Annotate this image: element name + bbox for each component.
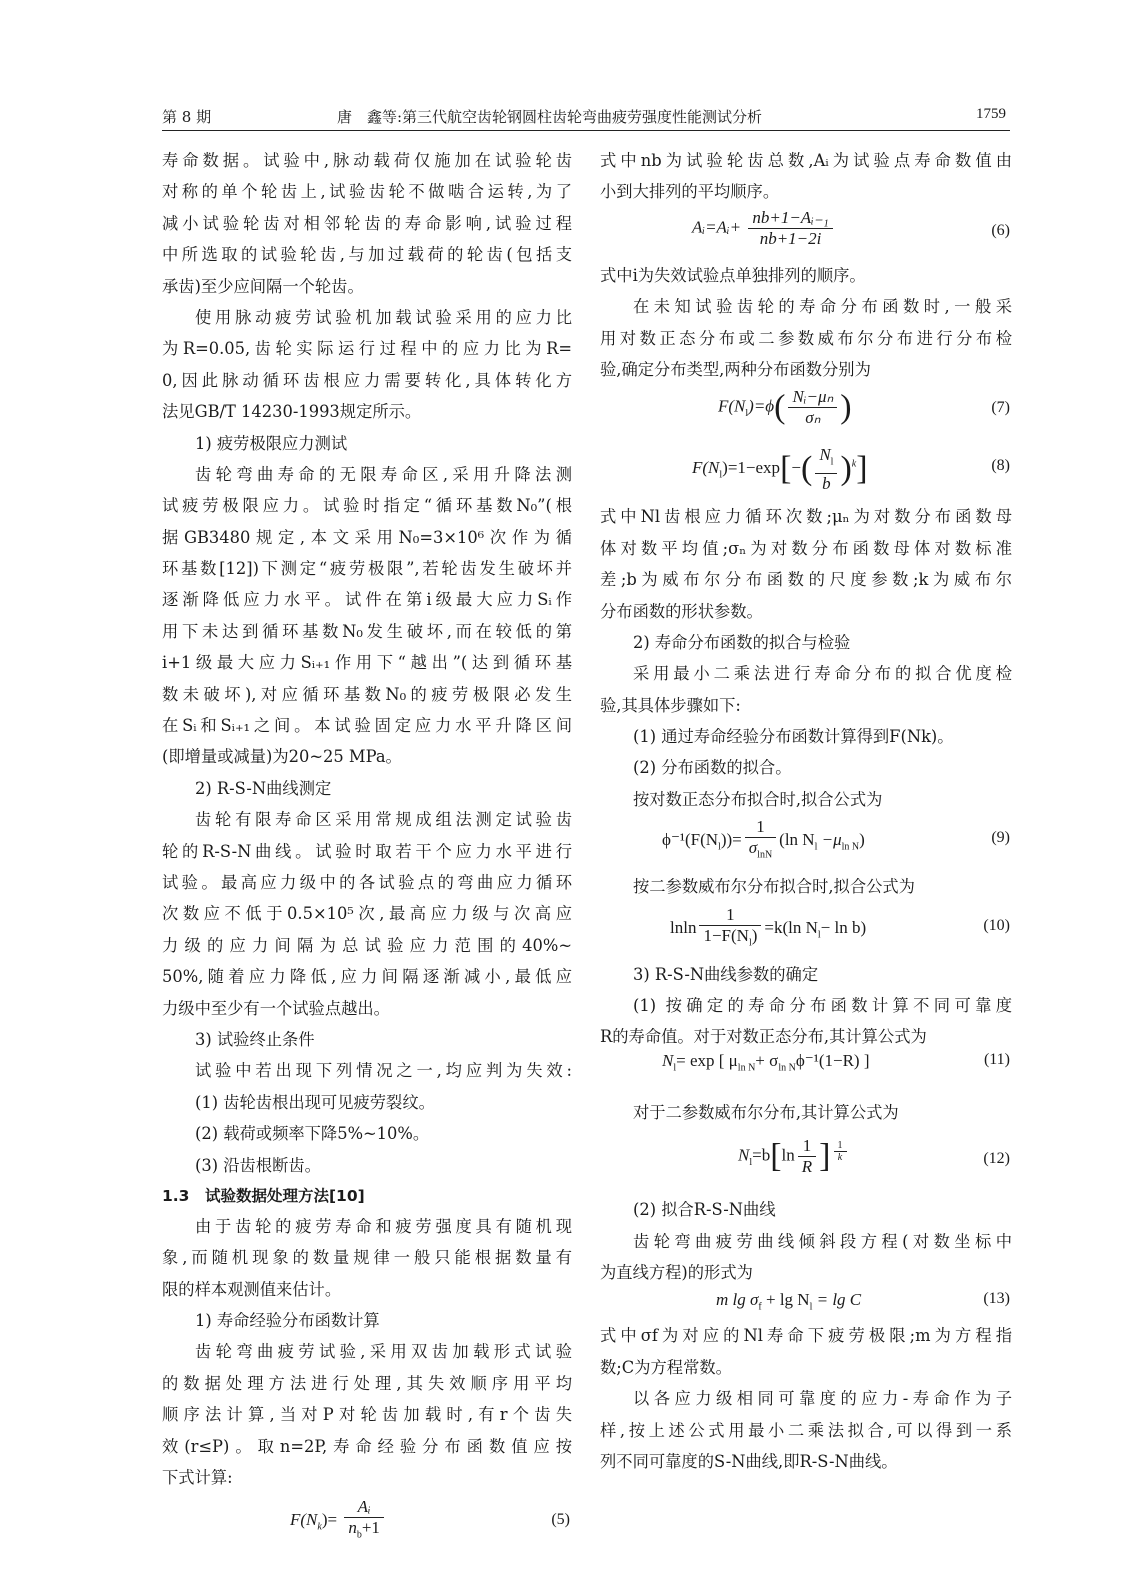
text-line: 在未知试验齿轮的寿命分布函数时,一般采 xyxy=(633,297,1012,317)
text-line: 采用最小二乘法进行寿命分布的拟合优度检 xyxy=(633,664,1012,684)
subheading: (2) 拟合R-S-N曲线 xyxy=(633,1200,776,1220)
text-line: (1) 齿轮齿根出现可见疲劳裂纹。 xyxy=(195,1092,435,1112)
text-line: (即增量或减量)为20~25 MPa。 xyxy=(162,747,402,767)
equation-12: $N_l=b[\ln$ $\frac{1}{R}$ ] $^{\frac{1}{k}}$ (12) xyxy=(738,1136,1010,1177)
paragraph: 式中i为失效试验点单独排列的顺序。 xyxy=(600,265,866,285)
equation-number: (8) xyxy=(991,457,1010,475)
text-line: (3) 沿齿根断齿。 xyxy=(195,1155,321,1175)
paragraph: 按二参数威布尔分布拟合时,拟合公式为 xyxy=(633,877,915,897)
equation-6: Aᵢ=Aᵢ+ $\frac{\text{nb+1−Aᵢ₋₁}}{nb+1-2i}$ (6) xyxy=(692,207,1010,248)
paragraph xyxy=(600,1226,1012,1289)
subheading: 1) 寿命经验分布函数计算 xyxy=(195,1311,380,1331)
right-column xyxy=(600,145,1012,1477)
text-line: 按对数正态分布拟合时,拟合公式为 xyxy=(633,789,883,809)
text-line: 体对数平均值;σₙ为对数分布函数母体对数标准 xyxy=(600,538,1012,558)
text-line: 使用脉动疲劳试验机加载试验采用的应力比 xyxy=(195,307,572,327)
text-line: 力级中至少有一个试验点越出。 xyxy=(162,998,390,1018)
text-line: 效(r≤P)。取n=2P,寿命经验分布函数值应按 xyxy=(162,1436,572,1456)
paragraph xyxy=(162,804,572,1024)
equation-13: m $\lg \sigma_f + \lg N_l = \lg C$ (13) xyxy=(716,1290,1010,1313)
text-line: 以各应力级相同可靠度的应力-寿命作为子 xyxy=(633,1389,1012,1409)
paragraph xyxy=(600,1320,1012,1383)
text-line: (2) 载荷或频率下降5%~10%。 xyxy=(195,1124,430,1144)
text-line: R的寿命值。对于对数正态分布,其计算公式为 xyxy=(600,1027,927,1047)
text-line: 承齿)至少应间隔一个轮齿。 xyxy=(162,276,364,296)
text-line: 0,因此脉动循环齿根应力需要转化,具体转化方 xyxy=(162,370,572,390)
equation-7: $F(N_l)=\phi$( $\frac{\text{Nᵢ−μₙ}}{\text{σₙ}}$ ) (7) xyxy=(718,387,1010,428)
text-line: 顺序法计算,当对P对轮齿加载时,有r个齿失 xyxy=(162,1405,572,1425)
equation-10: lnln $\frac{1}{1-F(N_l)}$ =k(ln $N_l- \ln b$) (10) xyxy=(670,904,1010,949)
text-line: 轮的R-S-N曲线。试验时取若干个应力水平进行 xyxy=(162,841,572,861)
text-line: 力级的应力间隔为总试验应力范围的40%~ xyxy=(162,935,572,955)
equation-number: (13) xyxy=(983,1290,1010,1308)
paragraph xyxy=(600,145,1012,208)
paragraph xyxy=(162,1336,572,1493)
text-line: 齿轮弯曲疲劳试验,采用双齿加载形式试验 xyxy=(195,1342,572,1362)
text-line: 小到大排列的平均顺序。 xyxy=(600,182,780,202)
page-number: 1759 xyxy=(976,106,1006,122)
text-line: 用下未达到循环基数N₀发生破坏,而在较低的第 xyxy=(162,621,572,641)
text-line: 的数据处理方法进行处理,其失效顺序用平均 xyxy=(162,1373,572,1393)
text-line: 下式计算: xyxy=(162,1468,233,1488)
text-line: 寿命数据。试验中,脉动载荷仅施加在试验轮齿 xyxy=(162,151,572,170)
issue-number: 第 8 期 xyxy=(162,108,212,126)
text-line: 试验中若出现下列情况之一,均应判为失效: xyxy=(195,1061,572,1081)
equation-number: (6) xyxy=(991,221,1010,239)
text-line: 50%,随着应力降低,应力间隔逐渐减小,最低应 xyxy=(162,967,572,987)
text-line: i+1级最大应力Sᵢ₊₁作用下“越出”(达到循环基 xyxy=(162,653,572,673)
text-line: 用对数正态分布或二参数威布尔分布进行分布检 xyxy=(600,328,1012,348)
text-line: 限的样本观测值来估计。 xyxy=(162,1279,342,1299)
text-line: 据GB3480规定,本文采用N₀=3×10⁶次作为循 xyxy=(162,527,572,547)
paragraph xyxy=(600,501,1012,627)
text-line: 齿轮弯曲寿命的无限寿命区,采用升降法测 xyxy=(195,464,572,484)
text-line: 样,按上述公式用最小二乘法拟合,可以得到一系 xyxy=(600,1420,1012,1440)
text-line: 分布函数的形状参数。 xyxy=(600,601,763,621)
subheading: 1) 疲劳极限应力测试 xyxy=(195,433,348,453)
equation-5: $F(N_k)=$ $\frac{\text{Aᵢ}}{n_b+1}$ (5) xyxy=(290,1497,570,1541)
paragraph xyxy=(600,990,1012,1053)
running-title: 唐 鑫等:第三代航空齿轮钢圆柱齿轮弯曲疲劳强度性能测试分析 xyxy=(337,108,763,126)
equation-9: $\phi^{-1}(F(N_l))=$ $\frac{1}{\sigma_{lnN}}$ (ln $N_l -\mu_{ln N}$) (9) xyxy=(662,817,1010,861)
left-column xyxy=(162,145,572,1553)
text-line: 齿轮有限寿命区采用常规成组法测定试验齿 xyxy=(195,810,572,830)
text-line: 齿轮弯曲疲劳曲线倾斜段方程(对数坐标中 xyxy=(633,1231,1012,1251)
text-line: 差;b为威布尔分布函数的尺度参数;k为威布尔 xyxy=(600,570,1012,590)
equation-number: (11) xyxy=(983,1050,1010,1068)
text-line: 试验。最高应力级中的各试验点的弯曲应力循环 xyxy=(162,872,572,892)
text-line: 试疲劳极限应力。试验时指定“循环基数N₀”(根 xyxy=(162,496,572,516)
equation-number: (9) xyxy=(991,829,1010,847)
paragraph xyxy=(600,1383,1012,1477)
text-line: 次数应不低于0.5×10⁵次,最高应力级与次高应 xyxy=(162,904,572,924)
text-line: 验,其具体步骤如下: xyxy=(600,695,741,715)
paragraph xyxy=(162,1055,572,1181)
text-line: 中所选取的试验轮齿,与加过载荷的轮齿(包括支 xyxy=(162,245,572,265)
equation-number: (10) xyxy=(983,916,1010,934)
paragraph xyxy=(162,1211,572,1305)
paragraph xyxy=(162,302,572,428)
subheading: 2) R-S-N曲线测定 xyxy=(195,778,332,798)
text-line: 式中nb为试验轮齿总数,Aᵢ为试验点寿命数值由 xyxy=(600,151,1012,170)
text-line: 列不同可靠度的S-N曲线,即R-S-N曲线。 xyxy=(600,1451,898,1471)
text-line: 为R=0.05,齿轮实际运行过程中的应力比为R= xyxy=(162,339,572,359)
text-line: 在Sᵢ和Sᵢ₊₁之间。本试验固定应力水平升降区间 xyxy=(162,716,572,736)
equation-8: $F(N_l)=1-\exp[-$( $\frac{N_l}{b}$ )$^k$] (8) xyxy=(692,445,1010,493)
text-line: 验,确定分布类型,两种分布函数分别为 xyxy=(600,359,871,379)
text-line: 环基数[12])下测定“疲劳极限”,若轮齿发生破坏并 xyxy=(162,559,572,579)
equation-11: $N_l= \exp$ [ $\mu_{ln N}+ \sigma_{ln N}\phi^{-1}(1-R)$ ] (11) xyxy=(662,1050,1010,1074)
text-line: 式中Nl齿根应力循环次数;μₙ为对数分布函数母 xyxy=(600,507,1012,527)
text-line: (1) 通过寿命经验分布函数计算得到F(Nk)。 xyxy=(633,727,954,747)
text-line: (2) 分布函数的拟合。 xyxy=(633,758,792,778)
text-line: 对称的单个轮齿上,试验齿轮不做啮合运转,为了 xyxy=(162,182,572,202)
paragraph xyxy=(600,658,1012,815)
equation-number: (12) xyxy=(983,1150,1010,1168)
paragraph xyxy=(162,145,572,302)
text-line: 减小试验轮齿对相邻轮齿的寿命影响,试验过程 xyxy=(162,213,572,233)
text-line: 象,而随机现象的数量规律一般只能根据数量有 xyxy=(162,1248,572,1268)
text-line: 式中σf为对应的Nl寿命下疲劳极限;m为方程指 xyxy=(600,1326,1012,1346)
subheading: 3) R-S-N曲线参数的确定 xyxy=(633,964,819,984)
subheading: 2) 寿命分布函数的拟合与检验 xyxy=(633,632,851,652)
text-line: 逐渐降低应力水平。试件在第i级最大应力Sᵢ作 xyxy=(162,590,572,610)
text-line: 为直线方程)的形式为 xyxy=(600,1262,753,1282)
section-heading: 1.3 试验数据处理方法[10] xyxy=(162,1186,365,1205)
subheading: 3) 试验终止条件 xyxy=(195,1029,315,1049)
text-line: 数;C为方程常数。 xyxy=(600,1357,732,1377)
paragraph: 对于二参数威布尔分布,其计算公式为 xyxy=(633,1102,899,1122)
text-line: 由于齿轮的疲劳寿命和疲劳强度具有随机现 xyxy=(195,1216,572,1236)
running-header xyxy=(162,100,1010,131)
equation-number: (5) xyxy=(551,1511,570,1529)
equation-number: (7) xyxy=(991,399,1010,417)
text-line: (1) 按确定的寿命分布函数计算不同可靠度 xyxy=(633,996,1012,1016)
paragraph xyxy=(600,291,1012,385)
text-line: 数未破坏),对应循环基数N₀的疲劳极限必发生 xyxy=(162,684,572,704)
paragraph xyxy=(162,459,572,773)
text-line: 法见GB/T 14230-1993规定所示。 xyxy=(162,402,422,422)
